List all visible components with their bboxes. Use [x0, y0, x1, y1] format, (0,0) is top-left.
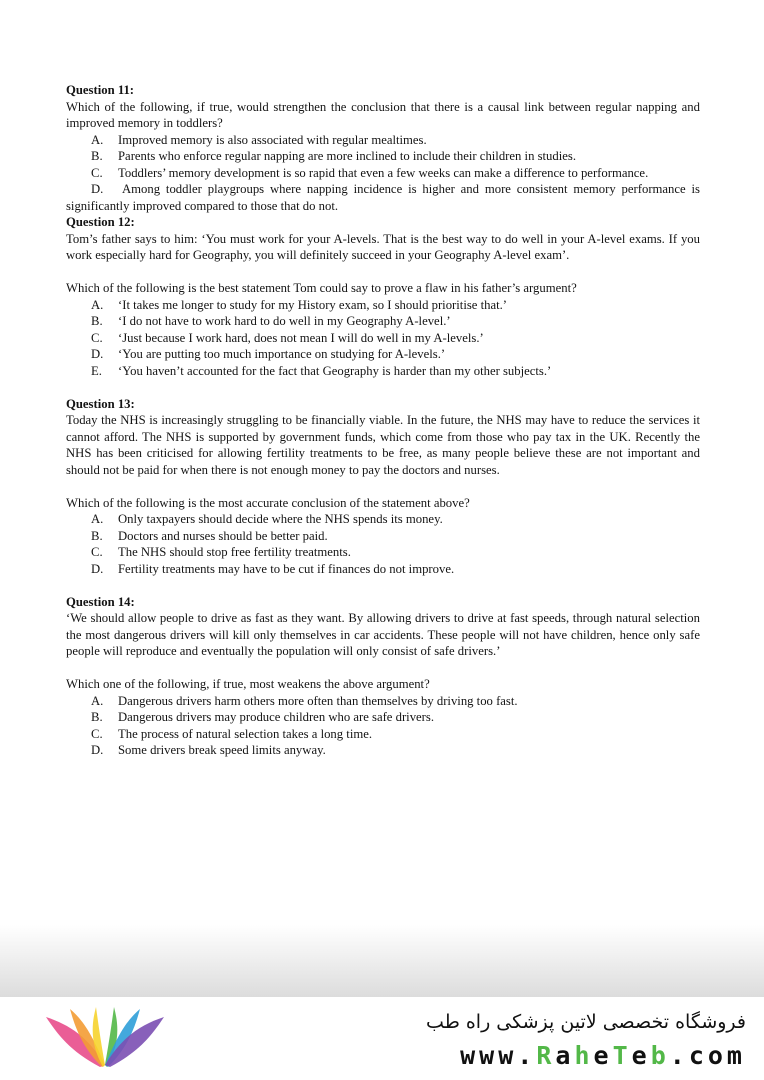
option-text: Parents who enforce regular napping are more inclined to include their children in studies. [118, 149, 577, 163]
url-letter-t: T [612, 1041, 632, 1070]
answer-option [91, 742, 700, 759]
answer-option [91, 528, 700, 545]
option-letter: A. [91, 512, 104, 526]
question-title: Question 14: [66, 594, 135, 609]
answer-option [91, 148, 700, 165]
option-letter: D. [91, 182, 104, 196]
option-letter: D. [91, 347, 104, 361]
option-text: Toddlers’ memory development is so rapid that even a few weeks can make a difference to performance. [118, 165, 649, 180]
answer-option [91, 132, 700, 149]
option-text: ‘You are putting too much importance on studying for A-levels.’ [118, 347, 446, 361]
question-title: Question 11: [66, 83, 135, 97]
answer-option [91, 346, 700, 363]
option-text: Only taxpayers should decide where the NHS spends its money. [118, 512, 443, 526]
url-letter-e: e [593, 1041, 613, 1070]
option-text: Some drivers break speed limits anyway. [118, 743, 326, 757]
answer-option [91, 726, 700, 743]
question-14 [66, 594, 700, 759]
answer-option [91, 363, 700, 380]
answer-option-hanging [66, 181, 700, 214]
option-letter: B. [91, 710, 103, 724]
answer-option [91, 709, 700, 726]
footer-banner [0, 997, 764, 1080]
option-letter: E. [91, 363, 102, 378]
question-title: Question 12: [66, 215, 135, 229]
option-text: Fertility treatments may have to be cut if finances do not improve. [118, 561, 455, 576]
question-13 [66, 396, 700, 578]
option-text: Dangerous drivers harm others more often than themselves by driving too fast. [118, 693, 518, 708]
question-prompt: Which of the following is the most accurate conclusion of the statement above? [66, 495, 470, 510]
option-letter: B. [91, 314, 103, 328]
question-stem: Tom’s father says to him: ‘You must work for your A-levels. That is the best way to do well in your A-level exams. If you work especially hard for Geography, you will definitely succeed in your Geography A-level exam’. [66, 231, 700, 262]
option-letter: D. [91, 743, 104, 757]
url-letter-a: a [555, 1041, 575, 1070]
question-12 [66, 214, 700, 379]
answer-option [91, 544, 700, 561]
url-letter-r: R [536, 1041, 556, 1070]
option-text: ‘It takes me longer to study for my History exam, so I should prioritise that.’ [118, 297, 508, 312]
shop-name: فروشگاه تخصصی لاتین پزشکی راه طب [426, 1011, 746, 1033]
option-text: ‘Just because I work hard, does not mean I will do well in my A-levels.’ [118, 330, 484, 345]
option-text: ‘You haven’t accounted for the fact that Geography is harder than my other subjects.’ [118, 363, 552, 378]
question-11 [66, 82, 700, 214]
option-letter: C. [91, 545, 103, 559]
option-text: The process of natural selection takes a long time. [118, 726, 373, 741]
option-text: Improved memory is also associated with regular mealtimes. [118, 132, 427, 147]
url-prefix: www. [460, 1041, 537, 1070]
answer-option [91, 511, 700, 528]
question-title: Question 13: [66, 396, 135, 411]
footer-shadow [0, 925, 764, 997]
book-logo-icon [40, 1007, 170, 1069]
option-letter: C. [91, 330, 103, 345]
option-letter: D. [91, 561, 104, 576]
question-prompt: Which one of the following, if true, most weakens the above argument? [66, 677, 430, 691]
url-letter-e2: e [631, 1041, 651, 1070]
option-text: Among toddler playgroups where napping incidence is higher and more consistent memory performance is significantly improved compared to those that do not. [66, 182, 700, 213]
question-prompt: Which of the following is the best statement Tom could say to prove a flaw in his father’s argument? [66, 281, 577, 295]
url-letter-b: b [650, 1041, 670, 1070]
document-body [66, 82, 700, 759]
option-text: The NHS should stop free fertility treatments. [118, 545, 351, 559]
answer-option [91, 313, 700, 330]
website-url[interactable] [460, 1041, 746, 1070]
question-stem: Today the NHS is increasingly struggling to be financially viable. In the future, the NHS may have to reduce the services it cannot afford. The NHS is supported by government funds, which come from those who pay tax in the UK. Recently the NHS has been criticised for allowing fertility treatments to be free, as many people believe these are not important and should not be paid for when there is not enough money to pay the doctors and nurses. [66, 413, 700, 477]
option-letter: C. [91, 165, 103, 180]
url-suffix: .com [669, 1041, 746, 1070]
question-stem: Which of the following, if true, would strengthen the conclusion that there is a causal link between regular napping and improved memory in toddlers? [66, 99, 700, 130]
option-letter: C. [91, 726, 103, 741]
option-text: Doctors and nurses should be better paid. [118, 528, 328, 543]
question-stem: ‘We should allow people to drive as fast as they want. By allowing drivers to drive at fast speeds, through natural selection the most dangerous drivers will kill only themselves in car accidents. These people will not have children, hence only safe people will reproduce and eventually the population will only consist of safe drivers.’ [66, 611, 700, 658]
answer-option [91, 693, 700, 710]
option-letter: B. [91, 149, 103, 163]
answer-option [91, 330, 700, 347]
option-letter: B. [91, 528, 103, 543]
answer-option [91, 297, 700, 314]
answer-option [91, 165, 700, 182]
option-text: ‘I do not have to work hard to do well in my Geography A-level.’ [118, 314, 451, 328]
answer-option [91, 561, 700, 578]
url-letter-h: h [574, 1041, 594, 1070]
option-letter: A. [91, 132, 104, 147]
option-letter: A. [91, 693, 104, 708]
option-text: Dangerous drivers may produce children who are safe drivers. [118, 710, 435, 724]
option-letter: A. [91, 297, 104, 312]
